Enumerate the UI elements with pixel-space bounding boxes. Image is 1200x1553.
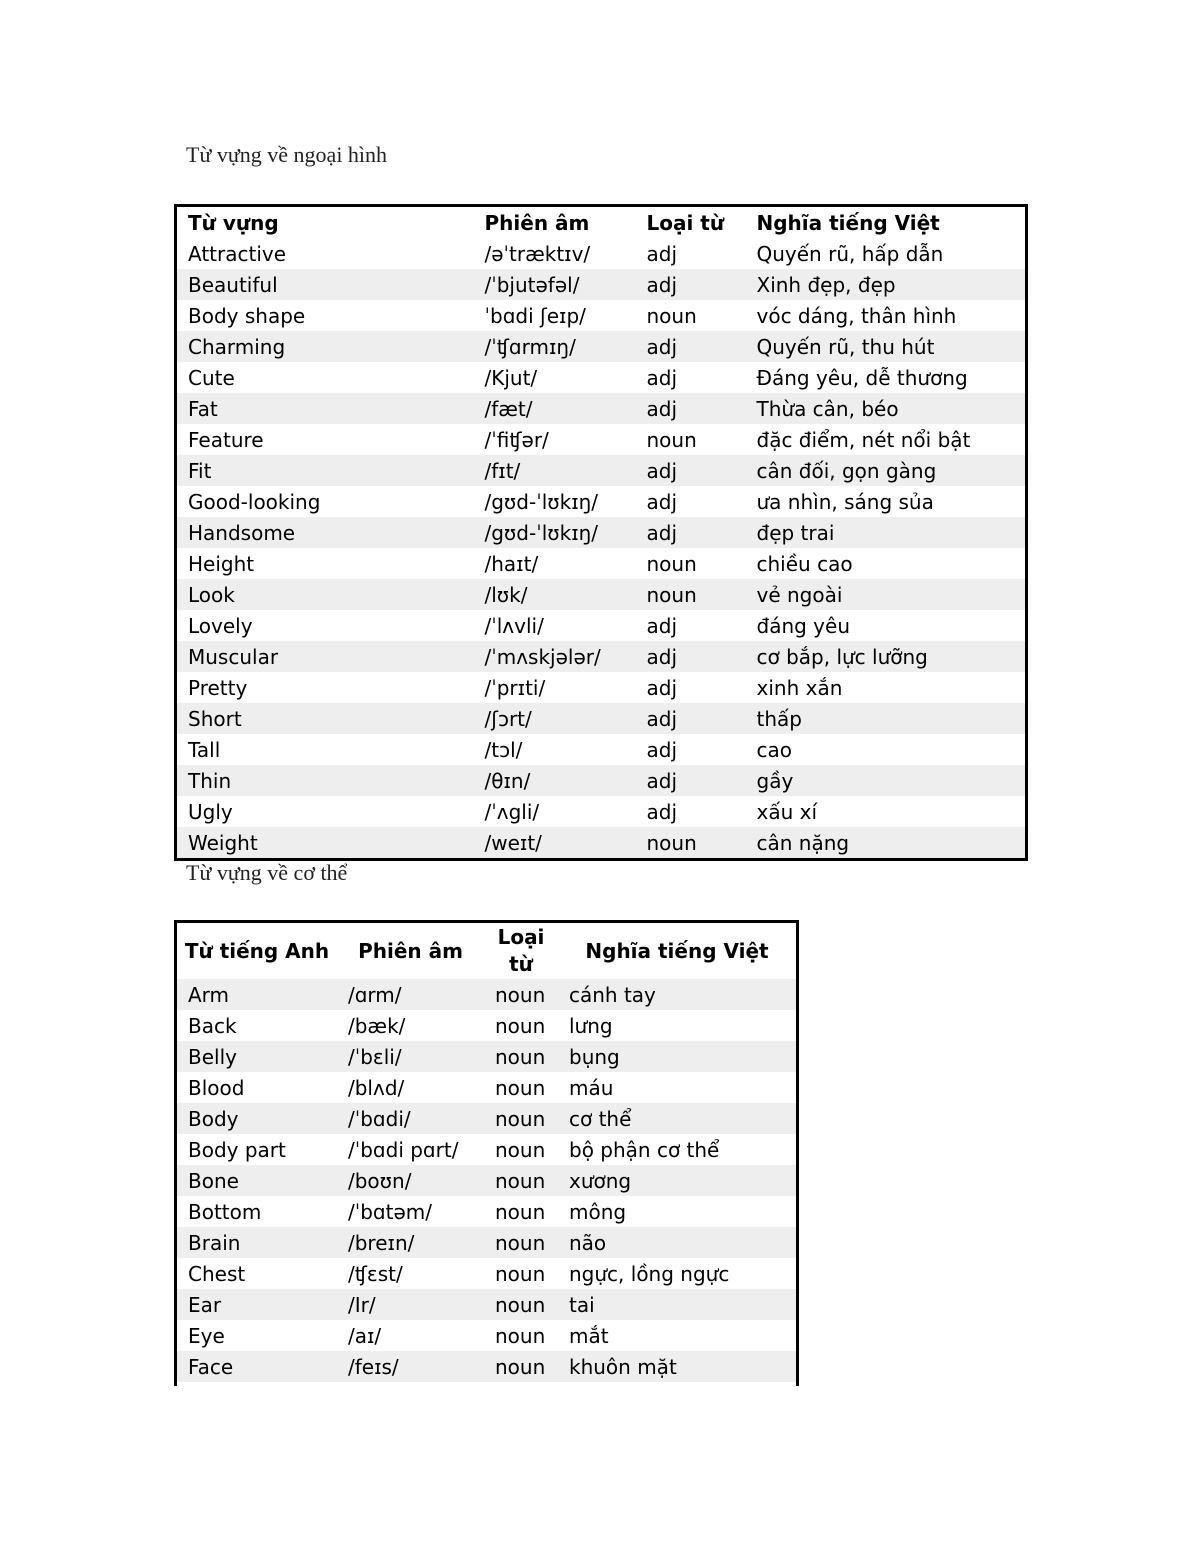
- cell-pronunciation: /feɪs/: [337, 1351, 484, 1382]
- table-row: [177, 1103, 796, 1134]
- cell-pronunciation: /fɪt/: [474, 455, 636, 486]
- cell-word: Body part: [188, 1137, 286, 1162]
- cell-meaning: Xinh đẹp, đẹp: [746, 269, 1027, 300]
- header-vietnamese-meaning: Nghĩa tiếng Việt: [585, 938, 769, 963]
- cell-word-type: noun: [484, 1165, 558, 1196]
- cell-word: Feature: [188, 427, 264, 452]
- cell-word: Body: [177, 1103, 337, 1134]
- cell-word: Face: [177, 1351, 337, 1382]
- table-row: [176, 238, 1027, 269]
- table-row: [177, 1227, 796, 1258]
- cell-word-type: adj: [646, 799, 678, 824]
- cell-word: Thin: [176, 765, 474, 796]
- table-row: [176, 796, 1027, 827]
- table-row: [176, 300, 1027, 331]
- cell-pronunciation: /ˈʌgli/: [484, 799, 540, 824]
- cell-meaning: đáng yêu: [756, 613, 850, 638]
- cell-pronunciation: ˈbɑdi ʃeɪp/: [484, 303, 586, 328]
- cell-word-type: noun: [495, 1075, 546, 1100]
- table-row: [177, 1196, 796, 1227]
- cell-word-type: noun: [484, 979, 558, 1010]
- cell-word: Good-looking: [188, 489, 321, 514]
- cell-word: Body shape: [188, 303, 306, 328]
- cell-pronunciation: /ˈbɑtəm/: [348, 1199, 432, 1224]
- cell-pronunciation: /blʌd/: [348, 1075, 405, 1100]
- cell-word-type: noun: [646, 427, 697, 452]
- cell-meaning: xấu xí: [756, 799, 818, 824]
- cell-word-type: noun: [646, 551, 697, 576]
- cell-pronunciation: /ʃɔrt/: [474, 703, 636, 734]
- cell-word: Ear: [177, 1289, 337, 1320]
- cell-meaning: Quyến rũ, thu hút: [746, 331, 1027, 362]
- table-header-row: [177, 923, 796, 979]
- table-row: [176, 672, 1027, 703]
- cell-pronunciation: /ˈlʌvli/: [484, 613, 544, 638]
- cell-word-type: adj: [646, 613, 678, 638]
- cell-meaning: cánh tay: [558, 979, 796, 1010]
- cell-word: Lovely: [188, 613, 253, 638]
- section-heading-appearance: Từ vựng về ngoại hình: [186, 142, 388, 167]
- cell-pronunciation: /gʊd-ˈlʊkɪŋ/: [484, 489, 599, 514]
- cell-word-type: adj: [646, 241, 678, 266]
- cell-word-type: noun: [636, 827, 746, 860]
- table-row: [177, 1072, 796, 1103]
- cell-word: Charming: [176, 331, 474, 362]
- cell-meaning: vẻ ngoài: [746, 579, 1027, 610]
- cell-word-type: noun: [484, 1227, 558, 1258]
- cell-pronunciation: /ˈfiʧər/: [484, 427, 549, 452]
- table-row: [176, 579, 1027, 610]
- cell-word-type: adj: [646, 489, 678, 514]
- table-row: [176, 486, 1027, 517]
- cell-word-type: adj: [636, 269, 746, 300]
- table-row: [176, 424, 1027, 455]
- cell-pronunciation: /haɪt/: [484, 551, 539, 576]
- cell-word-type: adj: [636, 765, 746, 796]
- cell-pronunciation: /əˈtræktɪv/: [484, 241, 591, 266]
- cell-word: Look: [176, 579, 474, 610]
- cell-word: Tall: [188, 737, 221, 762]
- cell-word: Eye: [188, 1323, 225, 1348]
- cell-meaning: Thừa cân, béo: [746, 393, 1027, 424]
- table-row: [177, 1320, 796, 1351]
- cell-pronunciation: /ˈbɛli/: [337, 1041, 484, 1072]
- appearance-vocab-body: [176, 238, 1027, 860]
- cell-word-type: adj: [636, 641, 746, 672]
- cell-meaning: Quyến rũ, hấp dẫn: [756, 241, 944, 266]
- cell-word-type: noun: [484, 1041, 558, 1072]
- table-row: [176, 362, 1027, 393]
- cell-word-type: adj: [636, 393, 746, 424]
- cell-word-type: noun: [484, 1289, 558, 1320]
- cell-meaning: bụng: [558, 1041, 796, 1072]
- cell-meaning: Đáng yêu, dễ thương: [756, 365, 968, 390]
- cell-pronunciation: /ʧɛst/: [348, 1261, 403, 1286]
- header-english-word: Từ tiếng Anh: [184, 938, 330, 963]
- cell-meaning: cân đối, gọn gàng: [746, 455, 1027, 486]
- table-row: [176, 765, 1027, 796]
- cell-meaning: ưa nhìn, sáng sủa: [756, 489, 934, 514]
- cell-pronunciation: /fæt/: [474, 393, 636, 424]
- cell-word-type: noun: [636, 579, 746, 610]
- cell-meaning: não: [558, 1227, 796, 1258]
- cell-word: Blood: [188, 1075, 245, 1100]
- cell-meaning: cân nặng: [746, 827, 1027, 860]
- cell-word: Brain: [177, 1227, 337, 1258]
- cell-meaning: đẹp trai: [746, 517, 1027, 548]
- cell-pronunciation: /boʊn/: [337, 1165, 484, 1196]
- cell-pronunciation: /ˈbɑdi pɑrt/: [348, 1137, 459, 1162]
- cell-pronunciation: /breɪn/: [337, 1227, 484, 1258]
- cell-word-type: noun: [646, 303, 697, 328]
- cell-meaning: mông: [569, 1199, 627, 1224]
- cell-word: Fit: [176, 455, 474, 486]
- cell-meaning: xương: [558, 1165, 796, 1196]
- table-row: [176, 517, 1027, 548]
- cell-word-type: adj: [636, 517, 746, 548]
- cell-pronunciation: /lʊk/: [474, 579, 636, 610]
- table-row: [176, 610, 1027, 641]
- header-pronunciation: Phiên âm: [484, 210, 590, 235]
- cell-meaning: chiều cao: [756, 551, 853, 576]
- cell-meaning: mắt: [569, 1323, 609, 1348]
- cell-word: Cute: [188, 365, 235, 390]
- cell-word: Belly: [177, 1041, 337, 1072]
- cell-meaning: ngực, lồng ngực: [569, 1261, 730, 1286]
- table-row: [177, 1165, 796, 1196]
- header-pronunciation: Phiên âm: [358, 938, 463, 963]
- cell-word-type: noun: [495, 1013, 546, 1038]
- table-row: [177, 1010, 796, 1041]
- header-word-type: Loại từ: [497, 925, 545, 976]
- header-word-type: Loại từ: [646, 210, 725, 235]
- table-row: [176, 269, 1027, 300]
- cell-word: Ugly: [188, 799, 233, 824]
- table-row: [177, 1134, 796, 1165]
- cell-meaning: gầy: [746, 765, 1027, 796]
- cell-word: Back: [188, 1013, 237, 1038]
- cell-meaning: vóc dáng, thân hình: [756, 303, 957, 328]
- cell-meaning: cơ thể: [558, 1103, 796, 1134]
- cell-word-type: noun: [495, 1199, 546, 1224]
- cell-word: Fat: [176, 393, 474, 424]
- table-row: [177, 1351, 796, 1382]
- body-vocab-table: [177, 923, 796, 1382]
- appearance-vocab-table: [174, 204, 1028, 861]
- cell-meaning: bộ phận cơ thể: [569, 1137, 720, 1162]
- cell-word: Muscular: [176, 641, 474, 672]
- cell-meaning: thấp: [746, 703, 1027, 734]
- cell-meaning: đặc điểm, nét nổi bật: [756, 427, 971, 452]
- cell-pronunciation: /aɪ/: [348, 1323, 382, 1348]
- table-row: [177, 1258, 796, 1289]
- cell-pronunciation: /ɑrm/: [337, 979, 484, 1010]
- cell-meaning: khuôn mặt: [558, 1351, 796, 1382]
- header-word: Từ vựng: [188, 210, 279, 235]
- cell-word: Arm: [177, 979, 337, 1010]
- cell-pronunciation: /bæk/: [348, 1013, 406, 1038]
- cell-word: Height: [188, 551, 255, 576]
- cell-word: Chest: [188, 1261, 246, 1286]
- cell-pronunciation: /θɪn/: [474, 765, 636, 796]
- cell-pronunciation: /tɔl/: [484, 737, 523, 762]
- cell-word: Bottom: [188, 1199, 262, 1224]
- cell-pronunciation: /gʊd-ˈlʊkɪŋ/: [474, 517, 636, 548]
- cell-pronunciation: /Kjut/: [484, 365, 538, 390]
- body-vocab-body: [177, 979, 796, 1382]
- cell-word-type: adj: [636, 331, 746, 362]
- cell-word-type: adj: [646, 365, 678, 390]
- body-vocab-table-frame: [174, 920, 799, 1386]
- cell-word: Pretty: [188, 675, 248, 700]
- cell-pronunciation: /ˈprɪti/: [484, 675, 546, 700]
- table-row: [176, 455, 1027, 486]
- cell-pronunciation: /ˈmʌskjələr/: [474, 641, 636, 672]
- cell-meaning: tai: [558, 1289, 796, 1320]
- cell-meaning: cơ bắp, lực lưỡng: [746, 641, 1027, 672]
- table-row: [176, 548, 1027, 579]
- table-row: [177, 1041, 796, 1072]
- table-row: [176, 703, 1027, 734]
- table-row: [176, 393, 1027, 424]
- cell-pronunciation: /ˈbɑdi/: [337, 1103, 484, 1134]
- cell-pronunciation: /Ir/: [337, 1289, 484, 1320]
- table-row: [176, 641, 1027, 672]
- cell-meaning: cao: [756, 737, 792, 762]
- cell-word: Short: [176, 703, 474, 734]
- cell-meaning: lưng: [569, 1013, 613, 1038]
- cell-word-type: noun: [495, 1323, 546, 1348]
- table-row: [176, 331, 1027, 362]
- cell-word-type: adj: [636, 455, 746, 486]
- cell-meaning: xinh xắn: [756, 675, 843, 700]
- section-heading-body: Từ vựng về cơ thể: [186, 860, 348, 885]
- cell-word-type: adj: [636, 703, 746, 734]
- cell-word-type: noun: [484, 1103, 558, 1134]
- table-header-row: [176, 206, 1027, 239]
- cell-word: Weight: [176, 827, 474, 860]
- cell-word-type: adj: [646, 675, 678, 700]
- cell-meaning: máu: [569, 1075, 614, 1100]
- table-row: [177, 979, 796, 1010]
- cell-word: Attractive: [188, 241, 287, 266]
- cell-pronunciation: /weɪt/: [474, 827, 636, 860]
- table-row: [177, 1289, 796, 1320]
- cell-word-type: noun: [484, 1351, 558, 1382]
- cell-word: Bone: [177, 1165, 337, 1196]
- cell-word-type: noun: [495, 1137, 546, 1162]
- cell-word: Handsome: [176, 517, 474, 548]
- cell-word: Beautiful: [176, 269, 474, 300]
- cell-word-type: noun: [495, 1261, 546, 1286]
- table-row: [176, 734, 1027, 765]
- header-vietnamese-meaning: Nghĩa tiếng Việt: [756, 210, 940, 235]
- cell-pronunciation: /ˈʧɑrmɪŋ/: [474, 331, 636, 362]
- cell-word-type: adj: [646, 737, 678, 762]
- table-row: [176, 827, 1027, 860]
- cell-pronunciation: /ˈbjutəfəl/: [474, 269, 636, 300]
